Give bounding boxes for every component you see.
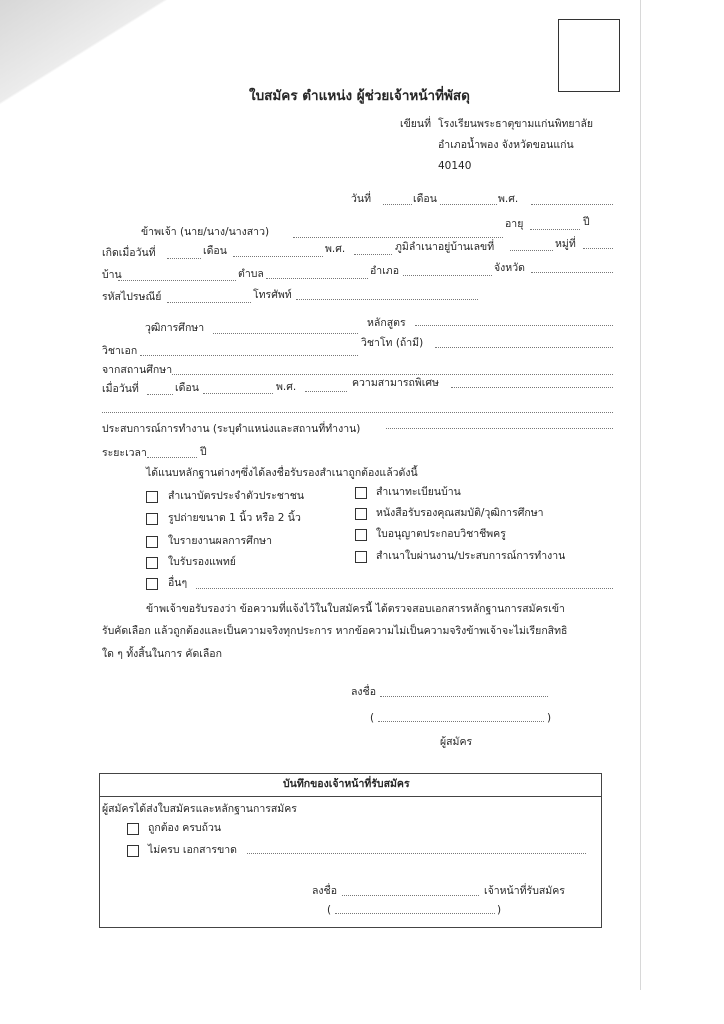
curriculum-label: หลักสูตร <box>367 317 406 329</box>
date-month-label: เดือน <box>413 193 437 205</box>
officer-name-open-paren: ( <box>327 904 332 916</box>
major-field[interactable] <box>140 355 358 356</box>
birth-day-field[interactable] <box>167 258 201 259</box>
grad-year-label: พ.ศ. <box>276 381 297 393</box>
page-edge-line <box>640 0 641 990</box>
age-years-label: ปี <box>583 216 590 228</box>
curriculum-field[interactable] <box>415 325 613 326</box>
applicant-name-open-paren: ( <box>370 712 375 724</box>
postcode-label: รหัสไปรษณีย์ <box>102 291 162 303</box>
folded-corner-shadow <box>0 0 190 150</box>
officer-name-field[interactable] <box>335 913 495 914</box>
amphoe-field[interactable] <box>403 275 492 276</box>
address-line-3: 40140 <box>438 160 472 172</box>
office-label-incomplete: ไม่ครบ เอกสารขาด <box>148 844 237 856</box>
missing-documents-field[interactable] <box>247 853 586 854</box>
duration-label: ระยะเวลา <box>102 447 147 459</box>
office-record-title: บันทึกของเจ้าหน้าที่รับสมัคร <box>283 778 410 790</box>
address-line-2: อำเภอน้ำพอง จังหวัดขอนแก่น <box>438 139 574 151</box>
doc-label-transcript: ใบรายงานผลการศึกษา <box>168 535 273 547</box>
minor-field[interactable] <box>435 347 613 348</box>
office-checkbox-complete[interactable] <box>127 823 139 835</box>
month-field[interactable] <box>440 204 497 205</box>
experience-label: ประสบการณ์การทำงาน (ระบุตำแหน่งและสถานที่ทำงาน) <box>102 423 361 435</box>
institution-field[interactable] <box>172 374 613 375</box>
duration-field[interactable] <box>147 457 197 458</box>
special-ability-label: ความสามารถพิเศษ <box>352 377 439 389</box>
officer-role-label: เจ้าหน้าที่รับสมัคร <box>484 885 565 897</box>
officer-sign-label: ลงชื่อ <box>312 885 337 897</box>
doc-checkbox-other[interactable] <box>146 578 158 590</box>
doc-checkbox-photo[interactable] <box>146 513 158 525</box>
date-day-label: วันที่ <box>351 193 371 205</box>
doc-label-work-certificate: สำเนาใบผ่านงาน/ประสบการณ์การทำงาน <box>376 550 566 562</box>
degree-field[interactable] <box>213 333 358 334</box>
birth-month-field[interactable] <box>233 256 323 257</box>
name-field[interactable] <box>293 237 503 238</box>
doc-checkbox-house-registration[interactable] <box>355 487 367 499</box>
doc-checkbox-medical[interactable] <box>146 557 158 569</box>
moo-label: หมู่ที่ <box>555 238 576 250</box>
doc-checkbox-transcript[interactable] <box>146 536 158 548</box>
experience-field[interactable] <box>386 428 613 429</box>
grad-month-field[interactable] <box>203 393 273 394</box>
tambon-field[interactable] <box>266 278 368 279</box>
institution-label: จากสถานศึกษา <box>102 364 173 376</box>
moo-field[interactable] <box>583 248 613 249</box>
amphoe-label: อำเภอ <box>370 265 400 277</box>
doc-checkbox-teacher-license[interactable] <box>355 529 367 541</box>
doc-label-house-registration: สำเนาทะเบียนบ้าน <box>376 486 461 498</box>
name-label: ข้าพเจ้า (นาย/นาง/นางสาว) <box>141 226 270 238</box>
address-line-1: โรงเรียนพระธาตุขามแก่นพิทยาลัย <box>438 118 594 130</box>
year-field[interactable] <box>531 204 613 205</box>
applicant-name-close-paren: ) <box>547 712 552 724</box>
officer-signature-field[interactable] <box>342 895 479 896</box>
degree-label: วุฒิการศึกษา <box>145 322 205 334</box>
applicant-name-field[interactable] <box>378 721 544 722</box>
doc-label-teacher-license: ใบอนุญาตประกอบวิชาชีพครู <box>376 528 506 540</box>
doc-checkbox-qualification[interactable] <box>355 508 367 520</box>
doc-label-medical: ใบรับรองแพทย์ <box>168 556 236 568</box>
birth-month-label: เดือน <box>203 245 227 257</box>
village-label: บ้าน <box>102 269 122 281</box>
grad-day-field[interactable] <box>147 394 173 395</box>
applicant-sign-label: ลงชื่อ <box>351 686 376 698</box>
office-label-complete: ถูกต้อง ครบถ้วน <box>148 822 222 834</box>
province-field[interactable] <box>531 272 613 273</box>
doc-label-qualification: หนังสือรับรองคุณสมบัติ/วุฒิการศึกษา <box>376 507 544 519</box>
photo-box <box>558 19 620 92</box>
domicile-label: ภูมิลำเนาอยู่บ้านเลขที่ <box>395 241 495 253</box>
grad-month-label: เดือน <box>175 382 199 394</box>
graduated-on-label: เมื่อวันที่ <box>102 383 139 395</box>
declaration-line-1: ข้าพเจ้าขอรับรองว่า ข้อความที่แจ้งไว้ในใบสมัครนี้ ได้ตรวจสอบเอกสารหลักฐานการสมัครเข้า <box>146 603 565 615</box>
doc-label-other: อื่นๆ <box>168 577 188 589</box>
duration-years-label: ปี <box>200 446 207 458</box>
grad-year-field[interactable] <box>305 391 347 392</box>
doc-label-photo: รูปถ่ายขนาด 1 นิ้ว หรือ 2 นิ้ว <box>168 512 301 524</box>
declaration-line-3: ใด ๆ ทั้งสิ้นในการ คัดเลือก <box>102 648 222 660</box>
date-year-label: พ.ศ. <box>498 193 519 205</box>
other-documents-field[interactable] <box>196 588 613 589</box>
age-field[interactable] <box>530 229 580 230</box>
applicant-role-label: ผู้สมัคร <box>440 736 473 748</box>
doc-checkbox-id-card[interactable] <box>146 491 158 503</box>
birth-year-field[interactable] <box>354 254 392 255</box>
phone-field[interactable] <box>296 299 478 300</box>
province-label: จังหวัด <box>494 262 525 274</box>
phone-label: โทรศัพท์ <box>253 289 292 301</box>
minor-label: วิชาโท (ถ้ามี) <box>361 337 424 349</box>
office-record-intro: ผู้สมัครได้ส่งใบสมัครและหลักฐานการสมัคร <box>102 803 297 815</box>
form-title: ใบสมัคร ตำแหน่ง ผู้ช่วยเจ้าหน้าที่พัสดุ <box>249 88 470 104</box>
special-ability-field[interactable] <box>451 387 613 388</box>
birth-year-label: พ.ศ. <box>325 243 346 255</box>
documents-heading: ได้แนบหลักฐานต่างๆซึ่งได้ลงชื่อรับรองสำเนาถูกต้องแล้วดังนี้ <box>146 467 418 479</box>
applicant-signature-field[interactable] <box>380 696 548 697</box>
born-on-label: เกิดเมื่อวันที่ <box>102 247 156 259</box>
tambon-label: ตำบล <box>238 268 264 280</box>
declaration-line-2: รับคัดเลือก แล้วถูกต้องและเป็นความจริงทุกประการ หากข้อความไม่เป็นความจริงข้าพเจ้าจะไม่เรียกสิทธิ <box>102 625 568 637</box>
day-field[interactable] <box>383 204 412 205</box>
blank-line-1[interactable] <box>102 412 613 413</box>
age-label: อายุ <box>505 218 524 230</box>
written-at-label: เขียนที่ <box>400 118 432 130</box>
doc-checkbox-work-certificate[interactable] <box>355 551 367 563</box>
officer-name-close-paren: ) <box>497 904 502 916</box>
house-number-field[interactable] <box>510 250 553 251</box>
office-record-divider <box>99 796 602 797</box>
postcode-field[interactable] <box>167 302 251 303</box>
doc-label-id-card: สำเนาบัตรประจำตัวประชาชน <box>168 490 305 502</box>
village-field[interactable] <box>118 280 236 281</box>
office-checkbox-incomplete[interactable] <box>127 845 139 857</box>
major-label: วิชาเอก <box>102 345 138 357</box>
